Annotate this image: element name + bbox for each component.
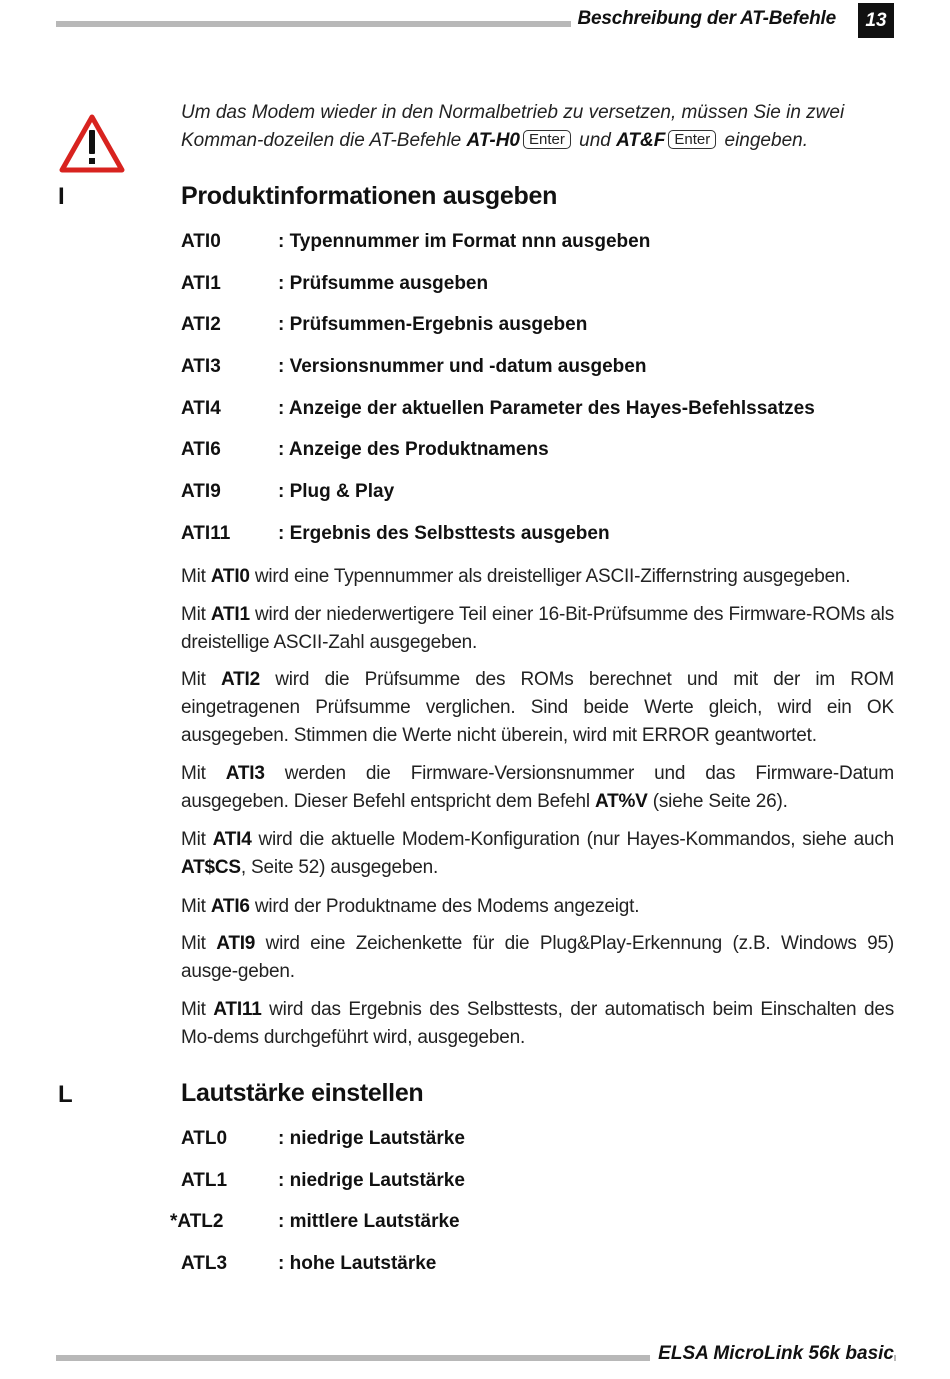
command-code: ATI3 [181, 356, 221, 378]
paragraph-ati1: Mit ATI1 wird der niederwertigere Teil einer 16-Bit-Prüfsumme des Firmware-ROMs als dreistellige ASCII-Zahl ausgegeben. [181, 604, 895, 653]
command-description: : Plug & Play [278, 481, 395, 503]
header-title: Beschreibung der AT-Befehle [571, 8, 836, 30]
section-letter-i: I [58, 183, 65, 210]
paragraph-ati0: Mit ATI0 wird eine Typennummer als dreistelliger ASCII-Ziffernstring ausgegeben. [181, 566, 851, 587]
command-list-l [0, 1128, 950, 1295]
command-list-i [0, 231, 950, 565]
command-code: *ATL2 [170, 1211, 224, 1233]
enter-key-icon: Enter [523, 130, 571, 149]
command-code: ATI9 [181, 481, 221, 503]
command-description: : niedrige Lautstärke [278, 1169, 465, 1191]
command-row [0, 1128, 950, 1170]
command-description: : Prüfsummen-Ergebnis ausgeben [278, 314, 588, 336]
paragraph-ati3: Mit ATI3 werden die Firmware-Versionsnummer und das Firmware-Datum ausgegeben. Dieser Befehl entspricht dem Befehl AT%V (siehe Seite 26). [181, 763, 895, 812]
paragraph-ati9: Mit ATI9 wird eine Zeichenkette für die Plug&Play-Erkennung (z.B. Windows 95) ausge-geben. [181, 933, 894, 982]
section-title-l: Lautstärke einstellen [181, 1079, 424, 1107]
command-row [0, 1253, 950, 1295]
command-description: : Anzeige der aktuellen Parameter des Hayes-Befehlssatzes [278, 397, 815, 419]
command-description: : Typennummer im Format nnn ausgeben [278, 231, 651, 252]
command-description: : Prüfsumme ausgeben [278, 272, 489, 294]
footer-title: ELSA MicroLink 56k basic [650, 1343, 894, 1365]
warning-triangle-icon [58, 112, 126, 176]
command-row [0, 231, 950, 273]
command-description: : Anzeige des Produktnamens [278, 439, 549, 461]
command-code: ATI11 [181, 522, 231, 544]
command-row [0, 523, 950, 565]
command-code: ATL3 [181, 1253, 228, 1275]
note-cmd-1: AT-H0 [466, 130, 520, 151]
command-code: ATI2 [181, 314, 221, 336]
paragraph-ati4: Mit ATI4 wird die aktuelle Modem-Konfiguration (nur Hayes-Kommandos, siehe auch AT$CS, Seite 52) ausgegeben. [181, 829, 894, 878]
note-text: Um das Modem wieder in den Normalbetrieb zu versetzen, müssen Sie in zwei Komman-dozeilen die AT-Befehle AT-H0 Enter und AT&F Enter eingeben. [181, 102, 845, 151]
command-code: ATL0 [181, 1128, 228, 1149]
section-letter-l: L [58, 1081, 73, 1108]
command-row [0, 481, 950, 523]
paragraph-ati11: Mit ATI11 wird das Ergebnis des Selbsttests, der automatisch beim Einschalten des Mo-dems durchgeführt wird, ausgegeben. [181, 999, 895, 1048]
command-description: : mittlere Lautstärke [278, 1211, 460, 1233]
command-row [0, 1170, 950, 1212]
command-code: ATI1 [181, 272, 221, 294]
command-code: ATI4 [181, 397, 221, 419]
command-row [0, 439, 950, 481]
section-title-i: Produktinformationen ausgeben [181, 182, 558, 210]
command-row [0, 1211, 950, 1253]
command-code: ATI6 [181, 439, 221, 461]
command-description: : niedrige Lautstärke [278, 1128, 465, 1149]
command-row [0, 398, 950, 440]
enter-key-icon: Enter [668, 130, 716, 149]
page-number: 13 [858, 3, 894, 38]
command-description: : Ergebnis des Selbsttests ausgeben [278, 522, 610, 544]
command-code: ATL1 [181, 1169, 228, 1191]
command-row [0, 356, 950, 398]
paragraph-ati2: Mit ATI2 wird die Prüfsumme des ROMs berechnet und mit der im ROM eingetragenen Prüfsumme verglichen. Sind beide Werte gleich, wird ein OK ausgegeben. Stimmen die Werte nicht überein, wird mit ERROR geantwortet. [181, 669, 895, 746]
command-description: : hohe Lautstärke [278, 1253, 437, 1275]
command-row [0, 314, 950, 356]
note-cmd-2: AT&F [616, 130, 666, 151]
command-code: ATI0 [181, 231, 221, 252]
paragraph-ati6: Mit ATI6 wird der Produktname des Modems angezeigt. [181, 896, 640, 917]
command-description: : Versionsnummer und -datum ausgeben [278, 356, 647, 378]
command-row [0, 273, 950, 315]
